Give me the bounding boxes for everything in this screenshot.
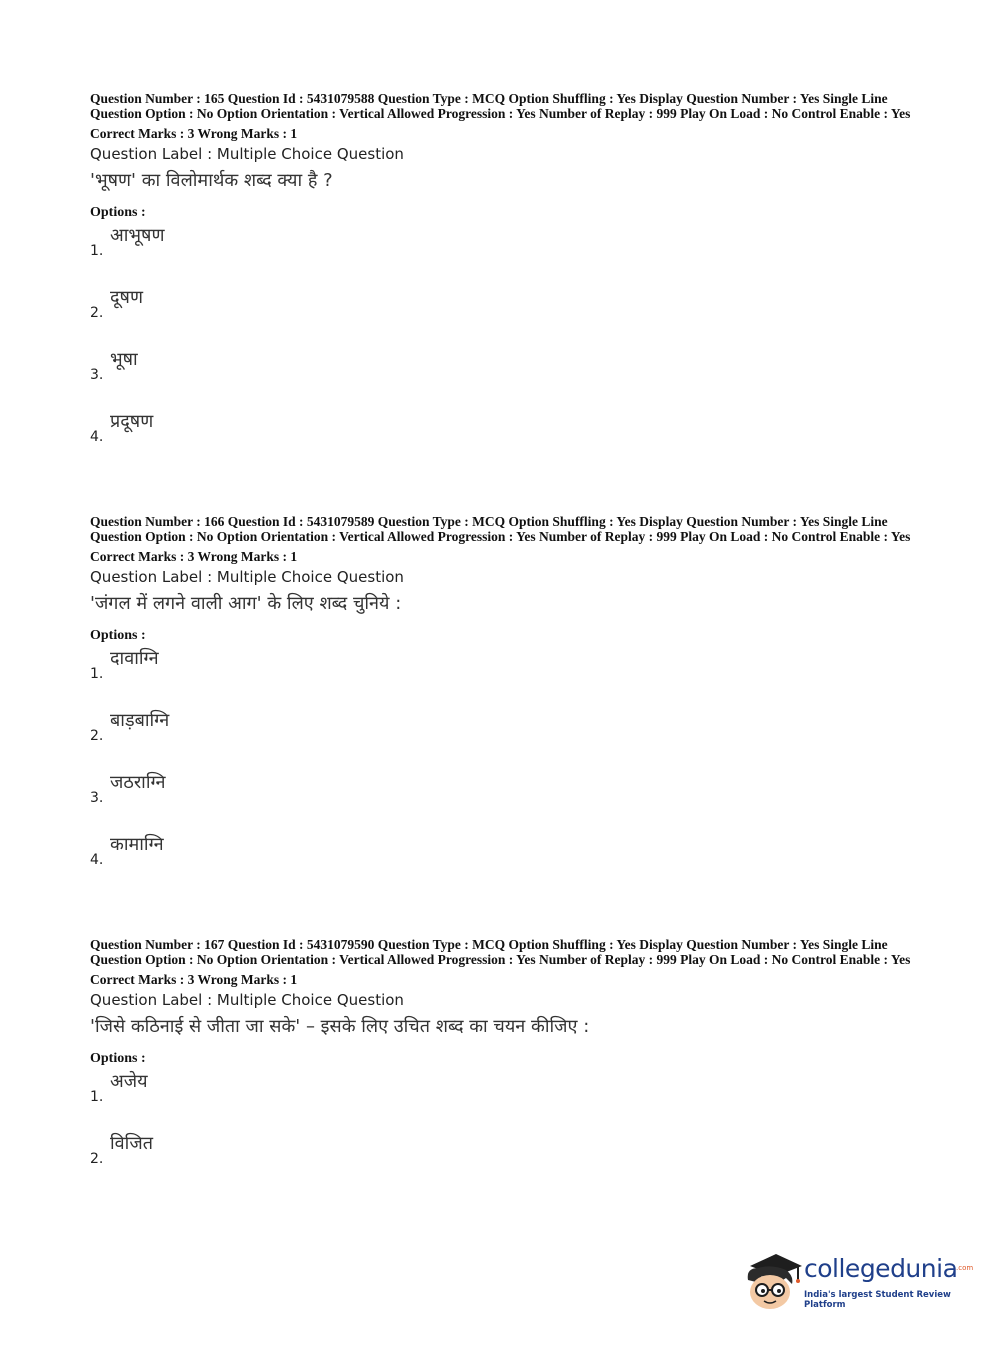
- option-text: प्रदूषण: [110, 411, 154, 432]
- question-block-166: [90, 515, 920, 892]
- logo-wordmark: collegedunia: [804, 1254, 958, 1283]
- option-number: 1.: [90, 666, 104, 682]
- student-mascot-icon: [742, 1250, 802, 1312]
- options-list: [90, 221, 920, 469]
- option-text: भूषा: [110, 349, 138, 370]
- options-heading: Options :: [90, 205, 146, 220]
- question-marks: Correct Marks : 3 Wrong Marks : 1: [90, 972, 298, 987]
- option-number: 2.: [90, 305, 104, 321]
- option-item[interactable]: [90, 221, 920, 283]
- option-number: 4.: [90, 852, 104, 868]
- question-text: 'जंगल में लगने वाली आग' के लिए शब्द चुनिये :: [90, 593, 402, 614]
- option-item[interactable]: [90, 1067, 920, 1129]
- option-item[interactable]: [90, 345, 920, 407]
- option-number: 4.: [90, 429, 104, 445]
- option-item[interactable]: [90, 706, 920, 768]
- collegedunia-logo: [742, 1248, 972, 1318]
- option-number: 3.: [90, 367, 104, 383]
- option-text: बाड़बाग्नि: [110, 710, 170, 731]
- option-number: 2.: [90, 1151, 104, 1167]
- option-text: दूषण: [110, 287, 143, 308]
- options-heading: Options :: [90, 1051, 146, 1066]
- question-label: Question Label : Multiple Choice Question: [90, 991, 404, 1009]
- option-text: जठराग्नि: [110, 772, 166, 793]
- question-text: 'जिसे कठिनाई से जीता जा सके' – इसके लिए उचित शब्द का चयन कीजिए :: [90, 1016, 590, 1037]
- options-list: [90, 1067, 920, 1191]
- question-label: Question Label : Multiple Choice Question: [90, 568, 404, 586]
- logo-com-suffix: .com: [956, 1264, 974, 1272]
- option-text: कामाग्नि: [110, 834, 164, 855]
- option-item[interactable]: [90, 407, 920, 469]
- option-text: दावाग्नि: [110, 648, 159, 669]
- question-meta: Question Number : 167 Question Id : 5431079590 Question Type : MCQ Option Shuffling : Yes Display Question Number : Yes Single Line Question Option : No Option Orientation : Vertical Allowed Progression : Yes Number of Replay : 999 Play On Load : No Control Enable : Yes: [90, 937, 911, 967]
- option-number: 1.: [90, 1089, 104, 1105]
- option-item[interactable]: [90, 768, 920, 830]
- question-meta: Question Number : 165 Question Id : 5431079588 Question Type : MCQ Option Shuffling : Yes Display Question Number : Yes Single Line Question Option : No Option Orientation : Vertical Allowed Progression : Yes Number of Replay : 999 Play On Load : No Control Enable : Yes: [90, 91, 911, 121]
- options-heading: Options :: [90, 628, 146, 643]
- logo-tagline: India's largest Student Review Platform: [804, 1290, 951, 1310]
- option-text: अजेय: [110, 1071, 148, 1092]
- option-text: विजित: [110, 1133, 153, 1154]
- question-text: 'भूषण' का विलोमार्थक शब्द क्या है ?: [90, 170, 333, 191]
- option-text: आभूषण: [110, 225, 165, 246]
- question-block-165: [90, 92, 920, 469]
- option-number: 3.: [90, 790, 104, 806]
- question-marks: Correct Marks : 3 Wrong Marks : 1: [90, 549, 298, 564]
- option-item[interactable]: [90, 1129, 920, 1191]
- question-meta: Question Number : 166 Question Id : 5431079589 Question Type : MCQ Option Shuffling : Yes Display Question Number : Yes Single Line Question Option : No Option Orientation : Vertical Allowed Progression : Yes Number of Replay : 999 Play On Load : No Control Enable : Yes: [90, 514, 911, 544]
- question-block-167: [90, 938, 920, 1191]
- option-item[interactable]: [90, 283, 920, 345]
- option-item[interactable]: [90, 644, 920, 706]
- options-list: [90, 644, 920, 892]
- question-label: Question Label : Multiple Choice Question: [90, 145, 404, 163]
- option-number: 1.: [90, 243, 104, 259]
- option-number: 2.: [90, 728, 104, 744]
- option-item[interactable]: [90, 830, 920, 892]
- question-marks: Correct Marks : 3 Wrong Marks : 1: [90, 126, 298, 141]
